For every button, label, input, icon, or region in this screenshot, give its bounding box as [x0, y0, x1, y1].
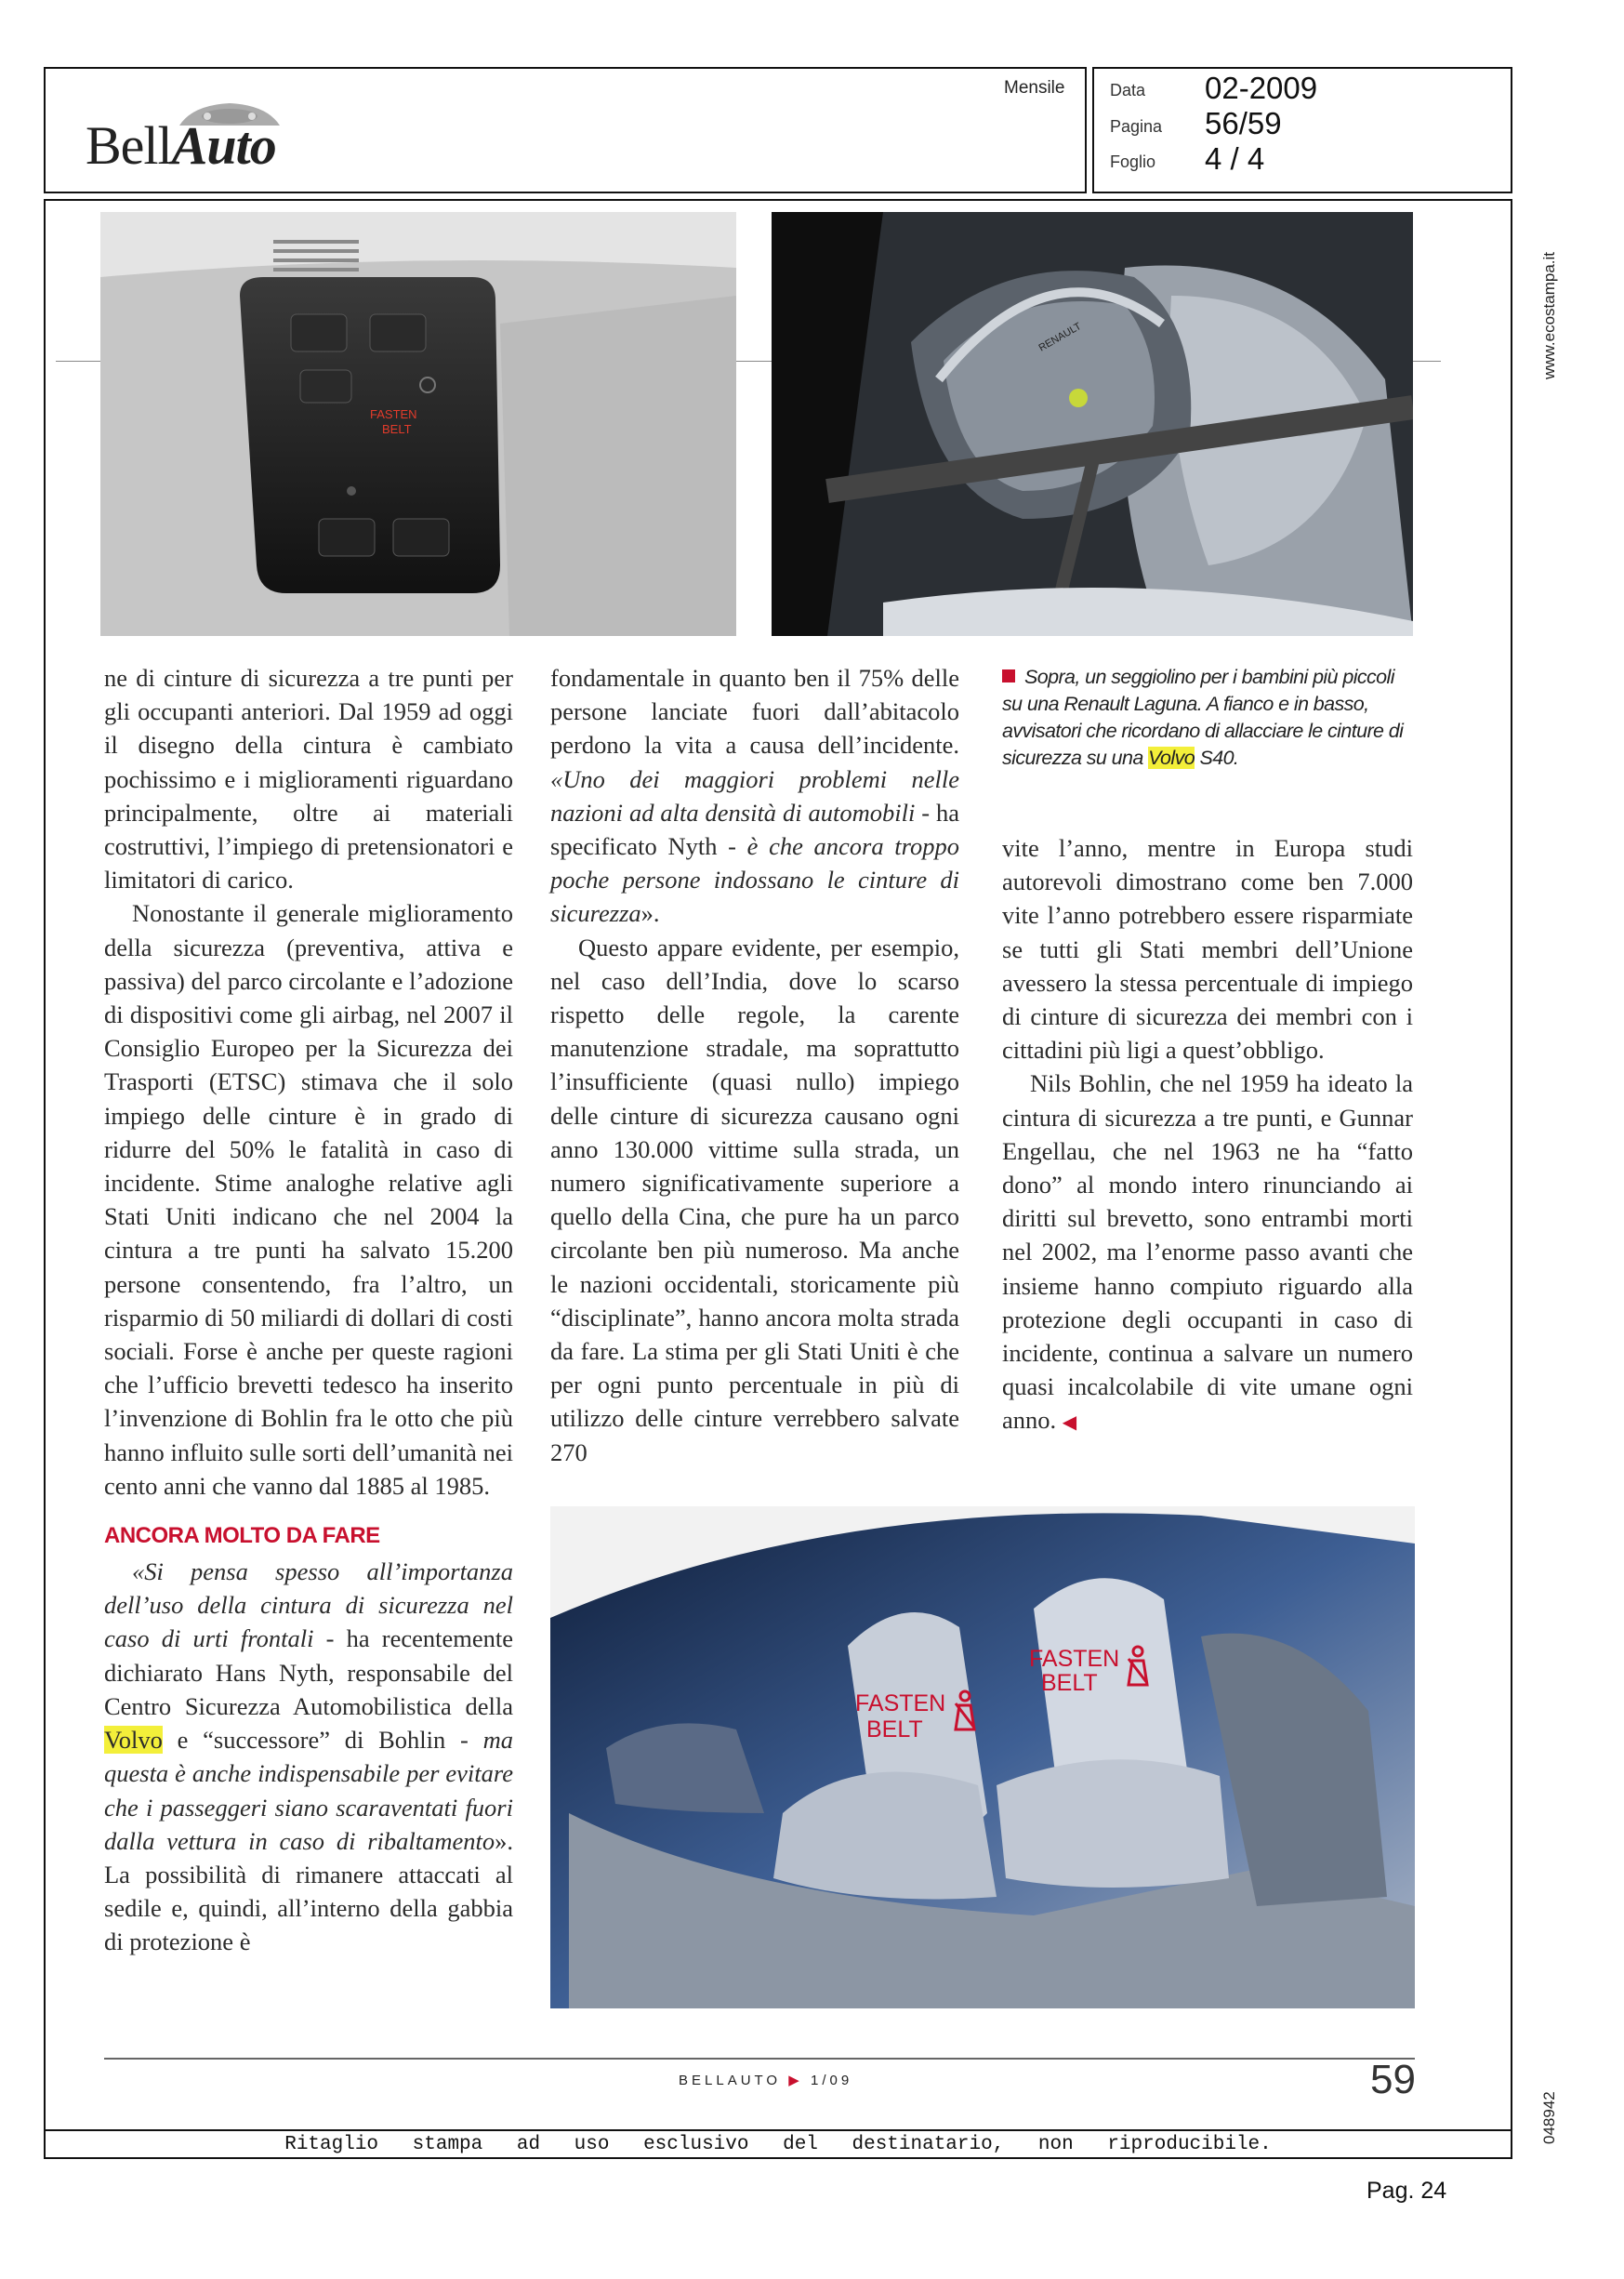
- col1-paragraph-3: «Si pensa spesso all’importanza dell’uso della cintura di sicurezza nel caso di urti frontali - ha recentemente dichiarato Hans Nyth, responsabile del Centro Sicurezza Automobilistica della Volvo e “successore” di Bohlin - ma questa è anche indispensabile per evitare che i passeggeri siano scaraventati fuori dalla vettura in caso di ribaltamento». La possibilità di rimanere attaccati al sedile e, quindi, all’interno della gabbia di protezione è: [104, 1557, 513, 1956]
- pagina-label: Pagina: [1110, 117, 1163, 136]
- article-column-3: [1002, 831, 1413, 1440]
- interior-belt-text-a: BELT: [866, 1716, 923, 1742]
- volvo-highlight: Volvo: [104, 1726, 163, 1755]
- data-label: Data: [1110, 81, 1146, 99]
- col1-paragraph-1: ne di cinture di sicurezza a tre punti per gli occupanti anteriori. Dal 1959 ad oggi il disegno della cintura è cambiato pochissimo e i miglioramenti riguardano principalmente, oltre ai materiali costruttivi, l’impiego di pretensionatori e limitatori di carico.: [104, 664, 513, 894]
- col2-paragraph-1: fondamentale in quanto ben il 75% delle persone lanciate fuori dall’abitacolo perdono la vita a causa dell’incidente. «Uno dei maggiori problemi nelle nazioni ad alta densità di automobili - ha specificato Nyth - è che ancora troppo poche persone indossano le cinture di sicurezza».: [550, 664, 959, 928]
- article-column-1: [104, 661, 513, 1959]
- pagina-value: 56/59: [1205, 106, 1282, 140]
- photo-caption: Sopra, un seggiolino per i bambini più piccoli su una Renault Laguna. A fianco e in basso, avvisatori che ricordano di allacciare le cinture di sicurezza su una Volvo S40.: [1002, 666, 1404, 769]
- col1-paragraph-2: Nonostante il generale miglioramento della sicurezza (preventiva, attiva e passiva) del parco circolante e l’adozione di dispositivi come gli airbag, nel 2007 il Consiglio Europeo per la Sicurezza dei Trasporti (ETSC) stimava che il solo impiego delle cinture è in grado di ridurre del 50% le fatalità in caso di incidente. Stime analoghe relative agli Stati Uniti indicano che nel 2004 la cintura a tre punti ha salvato 15.200 persone consentendo, fra l’altro, un risparmio di 50 miliardi di dollari di costi sociali. Forse è anche per queste ragioni che l’ufficio brevetti tedesco ha inserito l’invenzione di Bohlin fra le otto che più hanno influito sulle sorti dell’umanità nei cento anni che vanno dal 1885 al 1985.: [104, 899, 513, 1500]
- photo-car-interior: [550, 1506, 1415, 2008]
- notice-rule: [44, 2129, 1512, 2131]
- child-seat-illustration: [772, 212, 1413, 636]
- interior-fasten-text-a: FASTEN: [855, 1690, 946, 1716]
- article-column-2: [550, 661, 959, 1469]
- col3-paragraph-1: vite l’anno, mentre in Europa studi autorevoli dimostrano come ben 7.000 vite l’anno potrebbero essere risparmiate se tutti gli Stati membri dell’Unione avessero la stessa percentuale di impiego di cinture di sicurezza dei membri con i cittadini più ligi a quest’obbligo.: [1002, 834, 1413, 1065]
- foglio-label: Foglio: [1110, 152, 1156, 171]
- divider-rule: [56, 361, 100, 362]
- interior-illustration: [550, 1506, 1415, 2008]
- frequency-label: Mensile: [1004, 78, 1065, 98]
- console-fasten-text: FASTEN: [370, 407, 417, 421]
- data-value: 02-2009: [1205, 71, 1318, 105]
- photo-child-seat: [772, 212, 1413, 636]
- clipping-page-label: Pag. 24: [1367, 2178, 1447, 2204]
- footer-magazine-issue: BELLAUTO ▶ 1/09: [679, 2073, 853, 2088]
- interior-belt-text-b: BELT: [1041, 1670, 1098, 1696]
- caption-volvo-highlight: Volvo: [1148, 747, 1195, 769]
- divider-rule: [1413, 361, 1441, 362]
- caption-marker-icon: [1002, 669, 1015, 682]
- footer-arrow-icon: ▶: [788, 2073, 803, 2088]
- seat-brand-text: RENAULT: [1036, 320, 1084, 354]
- bellauto-logo: [86, 98, 309, 181]
- page-number: 59: [1370, 2057, 1416, 2102]
- console-belt-text: BELT: [382, 422, 412, 436]
- end-of-article-icon: ◀: [1062, 1412, 1077, 1434]
- section-subheading: ANCORA MOLTO DA FARE: [104, 1523, 380, 1549]
- footer-rule: [104, 2058, 1415, 2060]
- foglio-value: 4 / 4: [1205, 141, 1265, 176]
- logo-wordmark: BellAuto: [86, 115, 276, 176]
- col3-paragraph-2: Nils Bohlin, che nel 1959 ha ideato la cintura di sicurezza a tre punti, e Gunnar Engellau, che nel 1963 ne ha “fatto dono” al mondo intero rinunciando ai diritti sul brevetto, sono entrambi morti nel 2002, ma l’enorme passo avanti che insieme hanno compiuto riguardo alla protezione degli occupanti in caso di incidente, continua a salvare un numero quasi incalcolabile di vite umane ogni anno. ◀: [1002, 1069, 1413, 1435]
- side-clipping-code: 048942: [1540, 2091, 1558, 2144]
- side-source-url: www.ecostampa.it: [1540, 252, 1558, 379]
- interior-fasten-text-b: FASTEN: [1029, 1646, 1120, 1672]
- reproduction-notice: Ritaglio stampa ad uso esclusivo del destinatario, non riproducibile.: [284, 2134, 1272, 2155]
- photo-overhead-console: [100, 212, 736, 636]
- col2-paragraph-2: Questo appare evidente, per esempio, nel caso dell’India, dove lo scarso rispetto delle regole, la carente manutenzione stradale, ma soprattutto l’insufficiente (quasi nullo) impiego delle cinture di sicurezza causano ogni anno 130.000 vittime sulla strada, un numero significativamente superiore a quello della Cina, che pure ha un parco circolante ben più numeroso. Ma anche le nazioni occidentali, storicamente più “disciplinate”, hanno ancora molta strada da fare. La stima per gli Stati Uniti è che per ogni punto percentuale in più di utilizzo delle cinture verrebbero salvate 270: [550, 933, 959, 1466]
- divider-rule: [736, 361, 772, 362]
- console-illustration: [100, 212, 736, 636]
